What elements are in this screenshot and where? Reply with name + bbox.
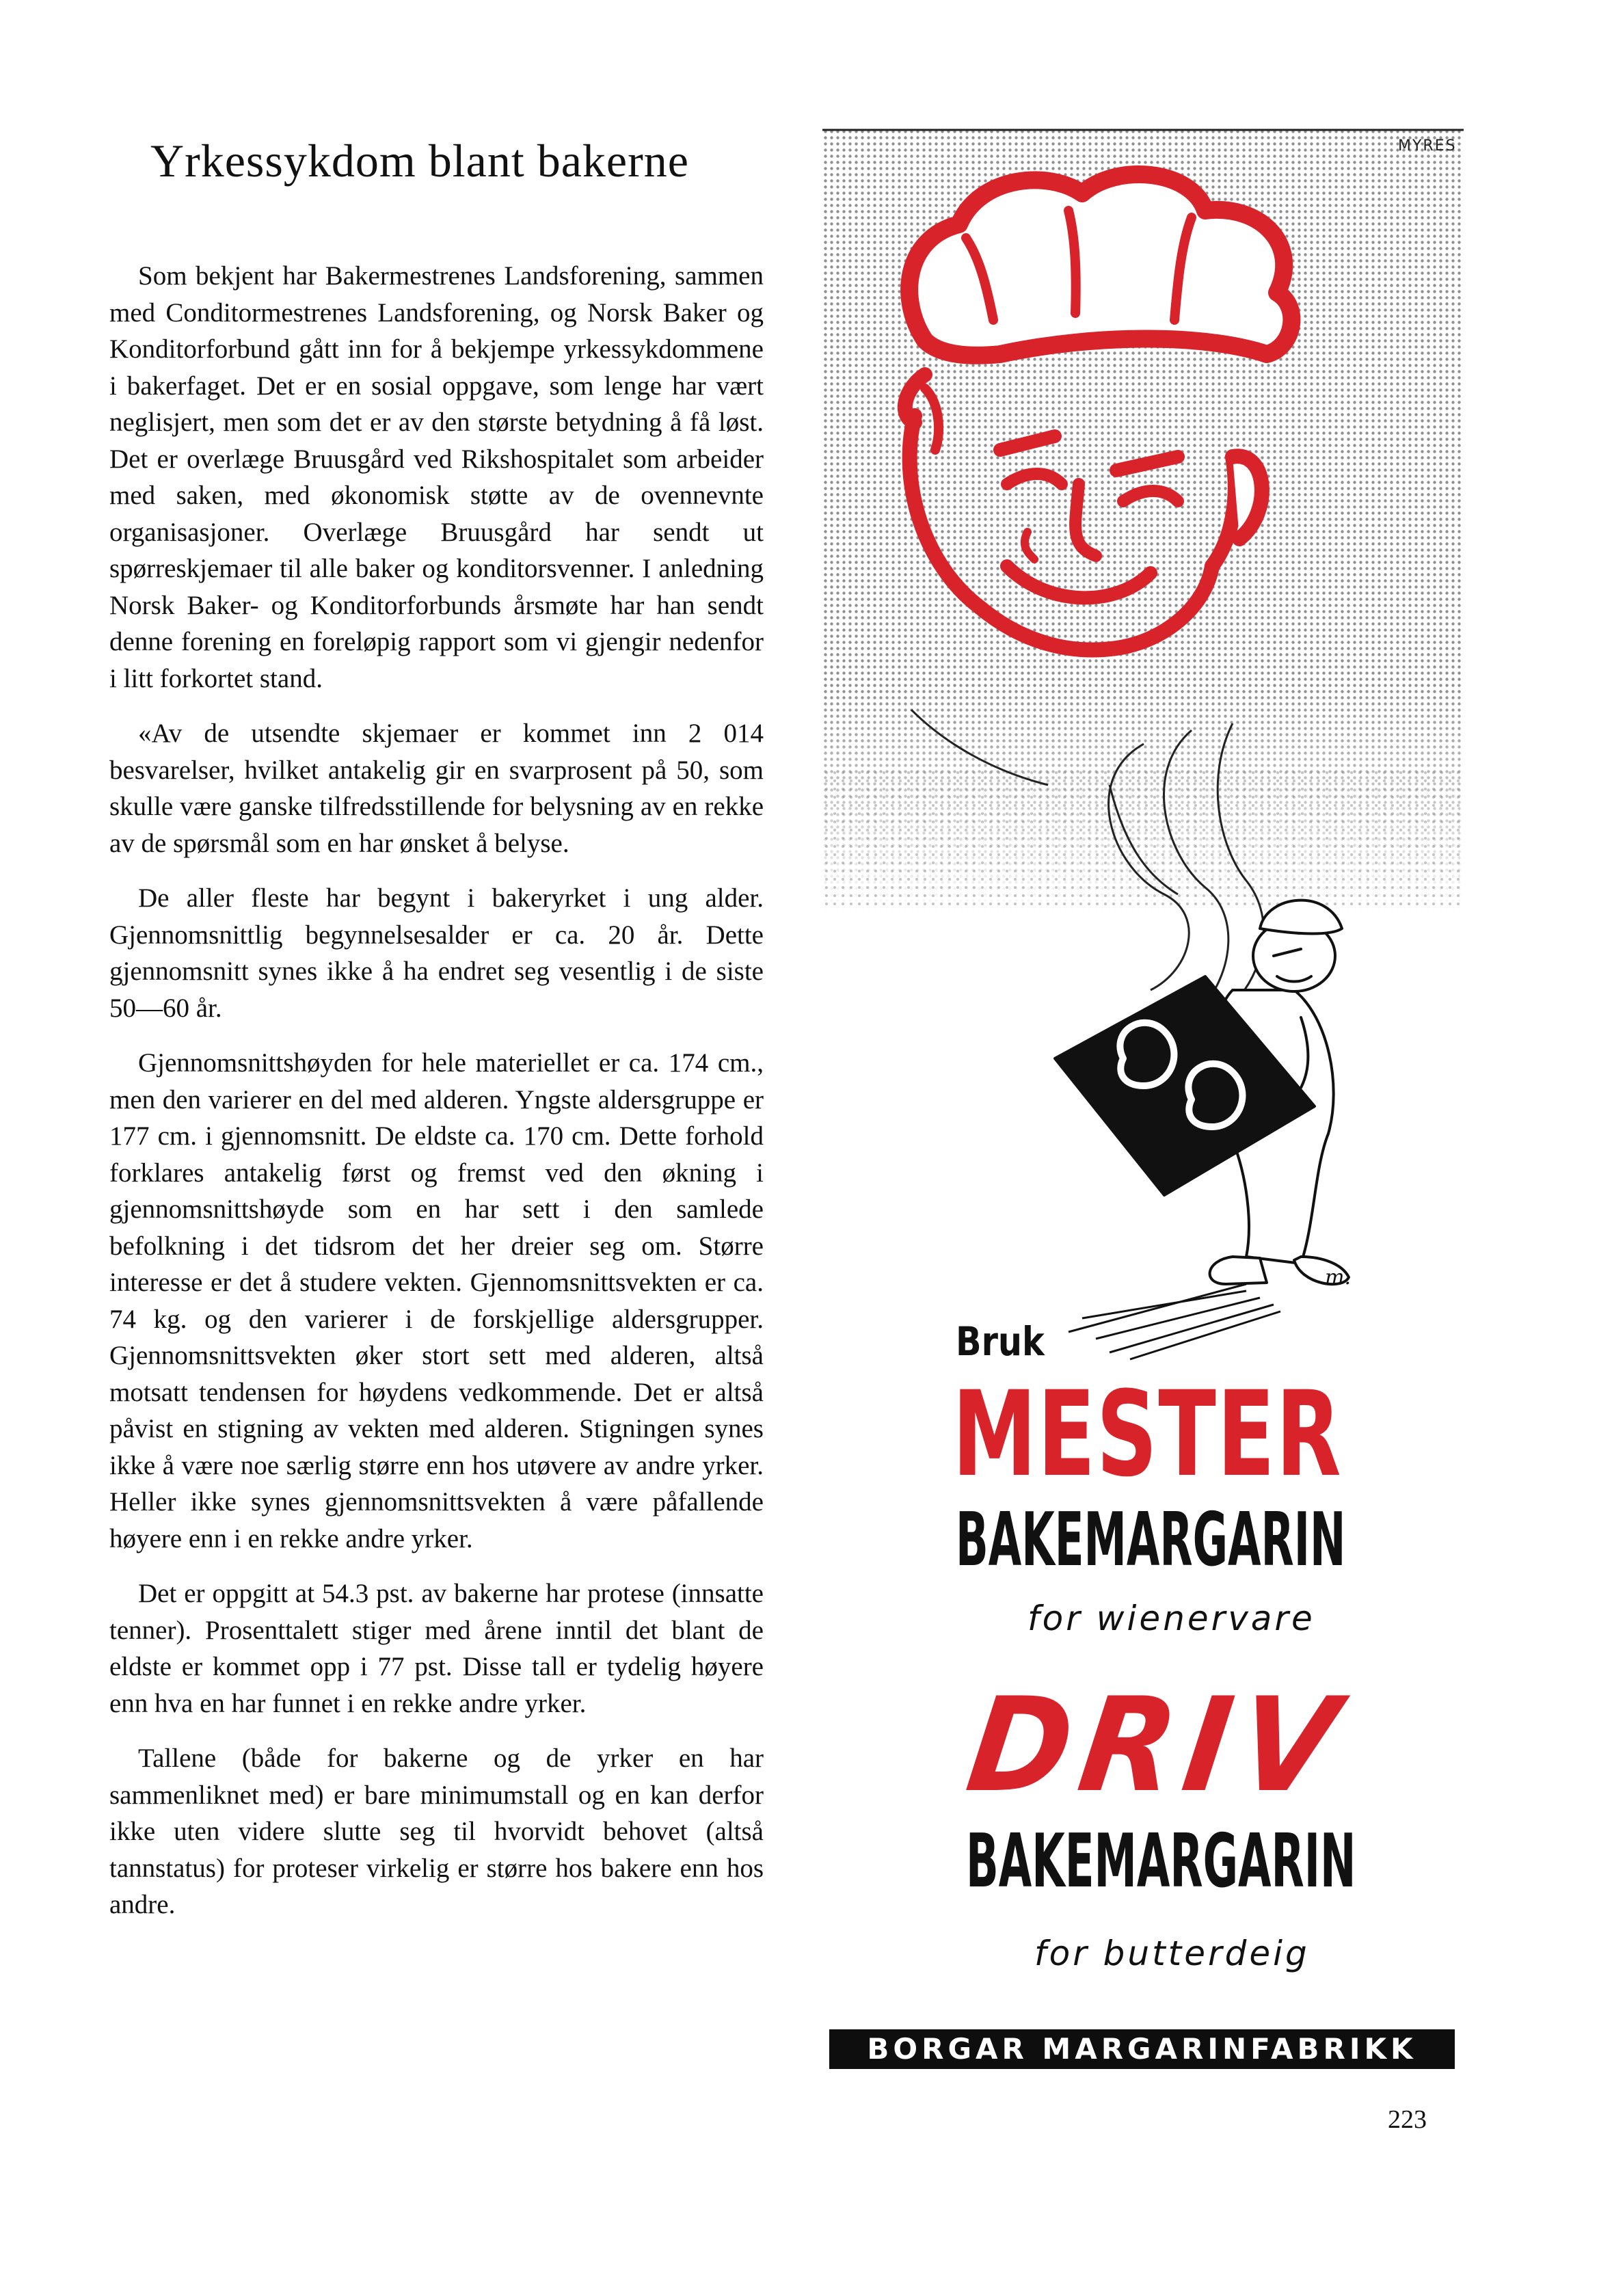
article-title: Yrkessykdom blant bakerne <box>150 135 689 187</box>
company-banner: BORGAR MARGARINFABRIKK A/L <box>829 2029 1455 2069</box>
for-wienervare: for wienervare <box>1027 1599 1315 1638</box>
baker-illustration <box>822 129 1464 1428</box>
artist-mark: m. <box>1325 1266 1351 1290</box>
article <box>109 133 764 1942</box>
little-baker-icon <box>1055 900 1349 1285</box>
mester-brand: MESTER <box>952 1365 1343 1503</box>
margarine-advertisement <box>822 129 1464 2105</box>
page-number: 223 <box>1388 2105 1427 2134</box>
paragraph-5: Det er oppgitt at 54.3 pst. av bakerne har protese (innsatte tenner). Prosenttalett stiger med årene inntil det blant de eldste er kommet opp i 77 pst. Disse tall er tydelig høyere enn hva en har funnet i en rekke andre yrker. <box>109 1579 764 1718</box>
paragraph-2: «Av de utsendte skjemaer er kommet inn 2 014 besvarelser, hvilket antakelig gir en svarprosent på 50, som skulle være ganske tilfredsstillende for belysning av en rekke av de spørsmål som en har ønsket å belyse. <box>109 719 764 858</box>
paragraph-4: Gjennomsnittshøyden for hele materiellet er ca. 174 cm., men den varierer en del med alderen. Yngste aldersgruppe er 177 cm. i gjennomsnitt. De eldste ca. 170 cm. Dette forhold forklares antakelig først og fremst ved den økning i gjennomsnittshøyde som en har sett i den samlede befolkning i det tidsrom det her dreier seg om. Større interesse er det å studere vekten. Gjennomsnittsvekten er ca. 74 kg. og den varierer i de forskjellige aldersgrupper. Gjennomsnittsvekten øker stort sett med alderen, altså motsatt tendensen for høydens vedkommende. Det er altså påvist en stigning av vekten med alderen. Stigningen synes ikke å være noe særlig større enn hos utøvere av andre yrker. Heller ikke synes gjennomsnittsvekten å være påfallende høyere enn i en rekke andre yrker. <box>109 1048 764 1553</box>
for-butterdeig: for butterdeig <box>1034 1934 1310 1973</box>
article-body <box>109 258 764 1923</box>
bruk-text: Bruk <box>956 1318 1045 1365</box>
signature-myres: MYRES <box>1398 137 1457 155</box>
bakemargarin-1: BAKEMARGARIN <box>956 1497 1346 1583</box>
driv-brand: DRIV <box>959 1670 1355 1821</box>
paragraph-1: Som bekjent har Bakermestrenes Landsforening, sammen med Conditormestrenes Landsforening, og Norsk Baker og Konditorforbund gått inn for å bekjempe yrkessykdommene i bakerfaget. Det er en sosial oppgave, som lenge har vært neglisjert, men som det er av den største betydning å få løst. Det er overlæge Bruusgård ved Rikshospitalet som arbeider med saken, med økonomisk støtte av de ovennevnte organisasjoner. Overlæge Bruusgård har sendt ut spørreskjemaer til alle baker og konditorsvenner. I anledning Norsk Baker- og Konditorforbunds årsmøte har han sendt denne forening en foreløpig rapport som vi gjengir nedenfor i litt forkortet stand. <box>109 261 764 693</box>
motion-lines <box>1069 1284 1280 1359</box>
paragraph-3: De aller fleste har begynt i bakeryrket i ung alder. Gjennomsnittlig begynnelsesalder er ca. 20 år. Dette gjennomsnitt synes ikke å ha endret seg vesentlig i de siste 50—60 år. <box>109 883 764 1023</box>
bakemargarin-2: BAKEMARGARIN <box>966 1819 1356 1904</box>
paragraph-6: Tallene (både for bakerne og de yrker en har sammenliknet med) er bare minimumstall og en kan derfor ikke uten videre slutte seg til hvorvidt behovet (altså tannstatus) for proteser virkelig er større hos bakere enn hos andre. <box>109 1744 764 1919</box>
